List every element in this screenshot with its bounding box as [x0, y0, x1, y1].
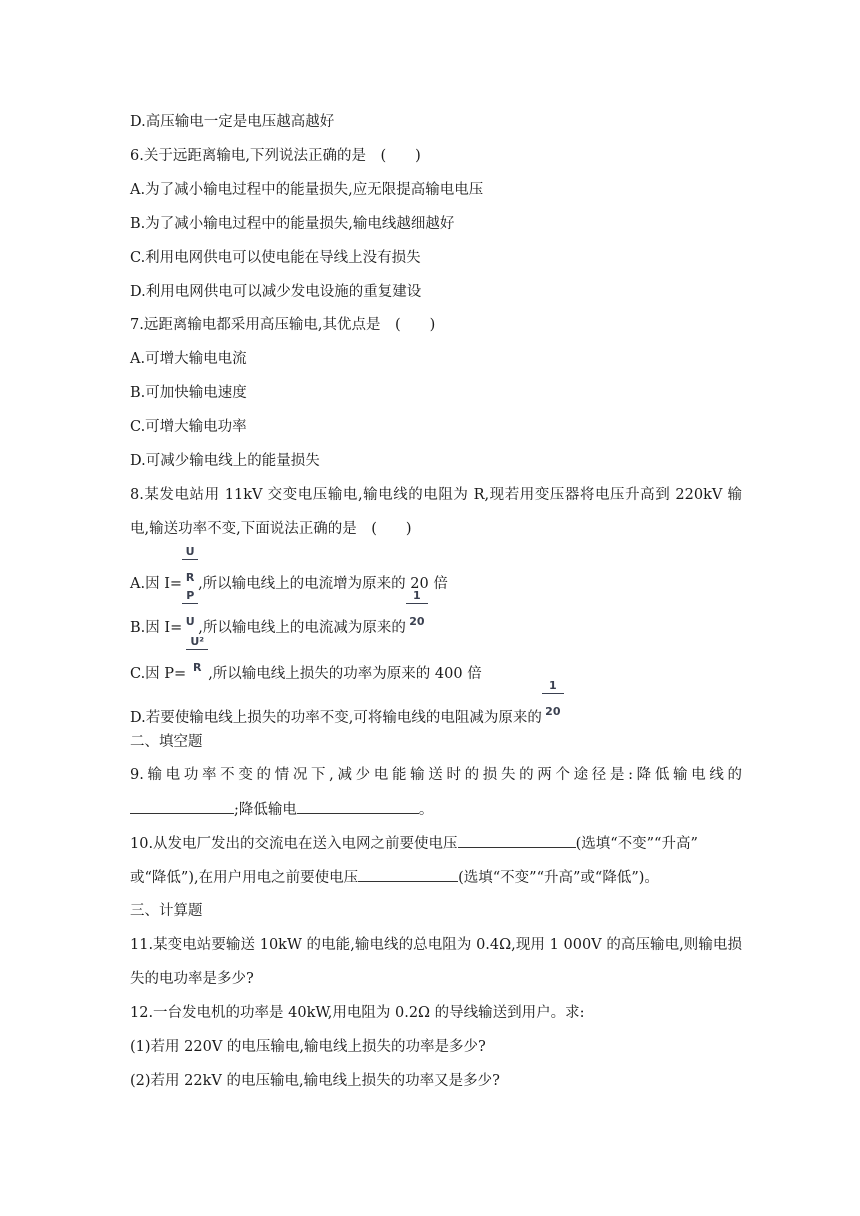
q11-line2: 失的电功率是多少? [130, 971, 254, 987]
q10-line2-suffix: (选填“不变”“升高”或“降低”)。 [458, 870, 659, 886]
fraction-denominator: 20 [545, 705, 561, 718]
q6-option-a: A.为了减小输电过程中的能量损失,应无限提高输电电压 [130, 182, 484, 198]
q11-line1: 11.某变电站要输送 10kW 的电能,输电线的总电阻为 0.4Ω,现用 1 000V 的高压输电,则输电损 [130, 937, 742, 953]
fraction-denominator: R [192, 661, 202, 674]
fraction-numerator: 1 [549, 679, 557, 692]
q8-d-text: D.若要使输电线上损失的功率不变,可将输电线的电阻减为原来的 [130, 710, 542, 726]
q9-blank-1[interactable] [130, 799, 234, 814]
q8-option-c [130, 635, 482, 684]
q9-line2-end: 。 [418, 802, 434, 818]
fraction-u2-over-r [186, 635, 208, 678]
q8-a-prefix: A.因 I= [130, 576, 183, 592]
q8-c-prefix: C.因 P= [130, 666, 187, 682]
fraction-one-twentieth [542, 679, 564, 722]
section-fill-in-heading: 二、填空题 [130, 734, 203, 750]
fraction-denominator: R [185, 571, 195, 584]
q10-blank-2[interactable] [358, 867, 458, 882]
q9-line2-middle: ;降低输电 [234, 802, 297, 818]
q8-a-suffix: ,所以输电线上的电流增为原来的 20 倍 [198, 576, 448, 592]
fraction-numerator: P [186, 589, 195, 602]
q9-line1: 9.输电功率不变的情况下,减少电能输送时的损失的两个途径是:降低输电线的 [130, 767, 742, 783]
fraction-u-over-r [182, 545, 198, 588]
q6-option-b: B.为了减小输电过程中的能量损失,输电线越细越好 [130, 216, 455, 232]
fraction-denominator: U [185, 615, 195, 628]
q7-option-a: A.可增大输电电流 [130, 351, 247, 367]
q10-line2-prefix: 或“降低”),在用户用电之前要使电压 [130, 870, 359, 886]
q8-c-suffix: ,所以输电线上损失的功率为原来的 400 倍 [208, 666, 482, 682]
q8-option-b [130, 589, 428, 638]
fraction-bar [406, 603, 428, 604]
q7-option-b: B.可加快输电速度 [130, 385, 247, 401]
fraction-p-over-u [182, 589, 198, 632]
fraction-denominator: 20 [409, 615, 425, 628]
q7-stem: 7.远距离输电都采用高压输电,其优点是 ( ) [130, 317, 436, 333]
q8-b-suffix: ,所以输电线上的电流减为原来的 [198, 620, 406, 636]
fraction-one-twentieth [406, 589, 428, 632]
q8-option-d [130, 679, 564, 728]
q9-line2 [130, 799, 433, 820]
q6-stem: 6.关于远距离输电,下列说法正确的是 ( ) [130, 148, 421, 164]
q8-stem-line2: 电,输送功率不变,下面说法正确的是 ( ) [130, 521, 412, 537]
q10-line1-prefix: 10.从发电厂发出的交流电在送入电网之前要使电压 [130, 836, 458, 852]
q7-option-c: C.可增大输电功率 [130, 419, 247, 435]
fraction-numerator: 1 [413, 589, 421, 602]
q7-option-d: D.可减少输电线上的能量损失 [130, 453, 320, 469]
q6-option-c: C.利用电网供电可以使电能在导线上没有损失 [130, 250, 421, 266]
section-calculation-heading: 三、计算题 [130, 903, 203, 919]
q10-blank-1[interactable] [458, 833, 576, 848]
q12-stem: 12.一台发电机的功率是 40kW,用电阻为 0.2Ω 的导线输送到用户。求: [130, 1005, 585, 1021]
q10-line2 [130, 867, 659, 888]
fraction-bar [182, 559, 198, 560]
q8-option-a [130, 545, 448, 594]
fraction-numerator: U [185, 545, 195, 558]
q8-b-prefix: B.因 I= [130, 620, 183, 636]
q12-part-2: (2)若用 22kV 的电压输电,输电线上损失的功率又是多少? [130, 1073, 500, 1089]
fraction-bar [542, 693, 564, 694]
fraction-bar [182, 603, 198, 604]
q6-option-d: D.利用电网供电可以减少发电设施的重复建设 [130, 284, 422, 300]
fraction-bar [186, 649, 208, 650]
q10-line1-suffix: (选填“不变”“升高” [575, 836, 698, 852]
q9-blank-2[interactable] [297, 799, 419, 814]
q10-line1 [130, 833, 698, 854]
q8-stem-line1: 8.某发电站用 11kV 交变电压输电,输电线的电阻为 R,现若用变压器将电压升高到 220kV 输 [130, 487, 742, 503]
q12-part-1: (1)若用 220V 的电压输电,输电线上损失的功率是多少? [130, 1039, 486, 1055]
q5-option-d: D.高压输电一定是电压越高越好 [130, 114, 335, 130]
fraction-numerator: U² [190, 635, 205, 648]
